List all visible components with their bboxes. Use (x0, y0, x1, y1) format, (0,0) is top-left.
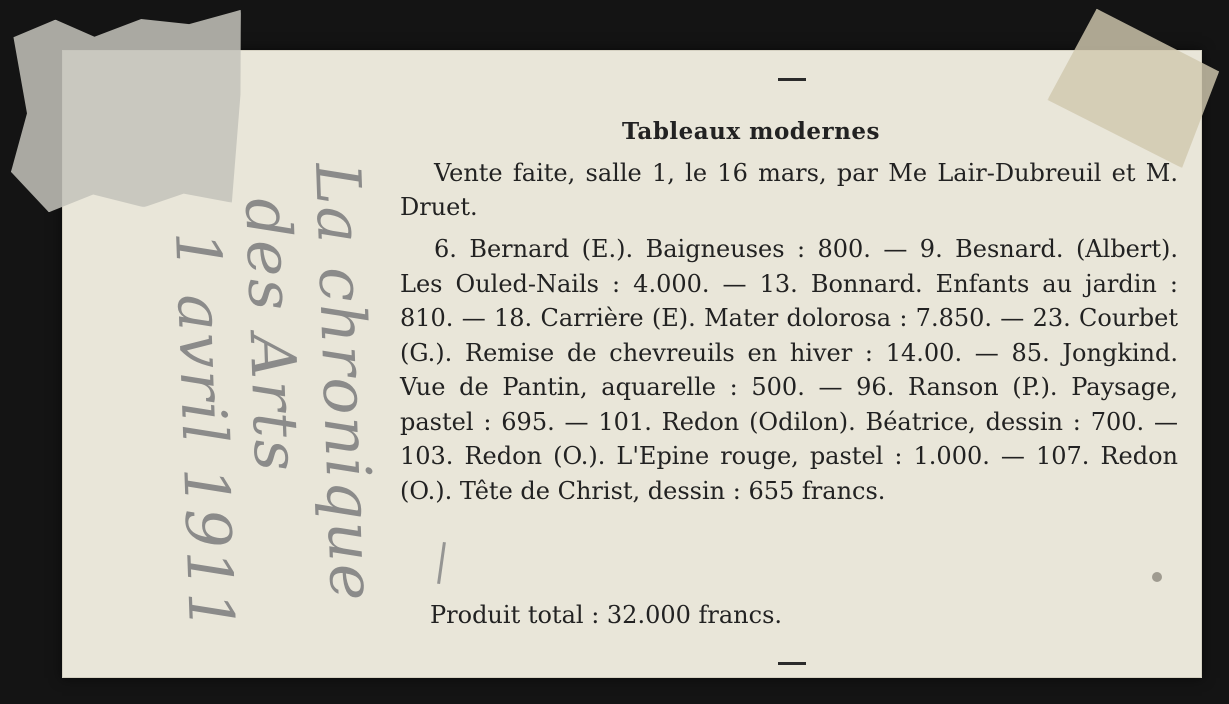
bottom-separator (778, 662, 806, 665)
sale-lot-list: 6. Bernard (E.). Baigneuses : 800. — 9. Besnard. (Albert). Les Ouled-Nails : 4.000. — 13. Bonnard. Enfants au jardin : 810. — 18. Carrière (E). Mater dolorosa : 7.850. — 23. Courbet (G.). Remise de chevreuils en hiver : 14.00. — 85. Jongkind. Vue de Pantin, aquarelle : 500. — 96. Ranson (P.). Paysage, pastel : 695. — 101. Redon (Odilon). Béatrice, dessin : 700. — 103. Redon (O.). L'Epine rouge, pastel : 1.000. — 107. Redon (O.). Tête de Christ, dessin : 655 francs. (400, 235, 1178, 505)
handwriting-line-2: des Arts (231, 196, 314, 475)
article-title: Tableaux modernes (622, 118, 880, 145)
handwritten-annotation (78, 92, 398, 652)
handwriting-line-1: La chronique (301, 161, 390, 604)
top-separator (778, 78, 806, 81)
paper-speck (1152, 572, 1162, 582)
sale-total: Produit total : 32.000 francs. (430, 601, 783, 629)
sale-intro: Vente faite, salle 1, le 16 mars, par Me Lair-Dubreuil et M. Druet. (400, 159, 1178, 221)
handwriting-line-3: 1 avril 1911 (161, 229, 249, 635)
